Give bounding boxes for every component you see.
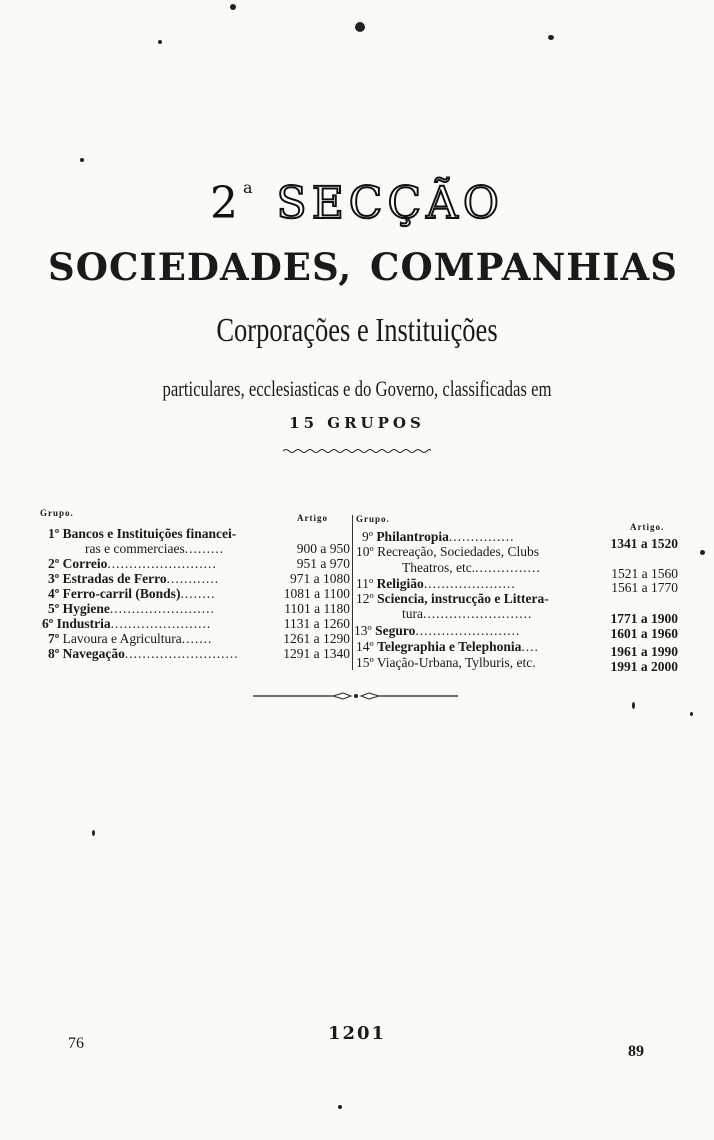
article-range: 1131 a 1260 — [283, 616, 350, 631]
group-number: 4º — [48, 586, 60, 601]
table-row — [48, 527, 236, 542]
left-header-article: Artigo — [297, 513, 328, 523]
group-number: 15º — [356, 655, 374, 670]
table-row — [356, 656, 536, 671]
left-header-group: Grupo. — [40, 508, 74, 518]
table-row: 8º Navegação.......................... — [48, 646, 239, 661]
group-name-cont: tura — [402, 606, 423, 621]
groups-label: 15 GRUPOS — [289, 414, 425, 432]
page-number-center: 1201 — [327, 1023, 387, 1044]
section-heading — [0, 178, 714, 229]
group-name: Recreação, Sociedades, Clubs — [377, 544, 540, 559]
description: particulares, ecclesiasticas e do Governo, classificadas em — [162, 376, 552, 401]
group-name: Navegação — [62, 646, 125, 661]
table-row: 3º Estradas de Ferro............ — [48, 571, 220, 586]
group-number: 13º — [354, 623, 372, 638]
group-number: 11º — [356, 576, 374, 591]
ornamental-divider — [253, 690, 458, 702]
table-row: tura......................... — [402, 606, 533, 621]
group-number: 8º — [48, 646, 60, 661]
article-range: 1291 a 1340 — [283, 646, 350, 661]
group-number: 5º — [48, 601, 60, 616]
group-name: Correio — [62, 556, 108, 571]
table-row: 7º Lavoura e Agricultura....... — [48, 631, 213, 646]
group-name: Lavoura e Agricultura — [62, 631, 182, 646]
subtitle: Corporações e Instituições — [216, 312, 498, 349]
article-range: 1961 a 1990 — [610, 644, 678, 659]
group-name: Hygiene — [62, 601, 110, 616]
group-name: Religião — [376, 576, 424, 591]
wavy-rule — [283, 447, 431, 455]
page-number-right: 89 — [628, 1043, 644, 1060]
article-range: 900 a 950 — [296, 541, 350, 556]
article-range: 1081 a 1100 — [283, 586, 350, 601]
group-number: 9º — [362, 529, 373, 544]
group-number: 12º — [356, 591, 374, 606]
main-title — [48, 245, 678, 289]
group-number: 7º — [48, 631, 60, 646]
article-range: 1991 a 2000 — [610, 659, 678, 674]
article-range: 1601 a 1960 — [610, 626, 678, 641]
group-name: Philantropia — [376, 529, 449, 544]
table-row: ras e commerciaes......... — [85, 541, 225, 556]
group-name: Seguro — [375, 623, 416, 638]
right-header-article: Artigo. — [630, 522, 665, 532]
section-word: SECÇÃO — [276, 178, 504, 229]
table-row — [356, 592, 549, 607]
right-header-group: Grupo. — [356, 514, 390, 524]
table-row: 2º Correio......................... — [48, 556, 217, 571]
article-range: 971 a 1080 — [290, 571, 350, 586]
article-range: 951 a 970 — [296, 556, 350, 571]
table-row: 4º Ferro-carril (Bonds)........ — [48, 586, 216, 601]
group-name: Ferro-carril (Bonds) — [62, 586, 181, 601]
table-row — [356, 545, 539, 560]
article-range: 1101 a 1180 — [284, 601, 350, 616]
table-row: 13º Seguro........................ — [354, 623, 521, 638]
table-row: 5º Hygiene........................ — [48, 601, 215, 616]
column-divider — [352, 515, 353, 670]
group-number: 6º — [42, 616, 54, 631]
main-title-left: SOCIEDADES, — [48, 245, 353, 289]
article-range: 1771 a 1900 — [610, 611, 678, 626]
article-range: 1341 a 1520 — [610, 536, 678, 551]
group-name: Sciencia, instrucção e Littera- — [377, 591, 549, 606]
page-number-left: 76 — [68, 1035, 84, 1052]
group-number: 2º — [48, 556, 60, 571]
group-name: Telegraphia e Telephonia — [377, 639, 522, 654]
group-name: Bancos e Instituições financei- — [62, 526, 237, 541]
group-name-cont: Theatros, etc. — [402, 560, 476, 575]
table-row: 6º Industria....................... — [42, 616, 212, 631]
table-row: 14º Telegraphia e Telephonia.... — [356, 639, 539, 654]
article-range: 1521 a 1560 — [611, 566, 678, 581]
group-number: 14º — [356, 639, 374, 654]
group-name: Industria — [56, 616, 111, 631]
section-superscript: a — [243, 178, 258, 197]
group-name: Estradas de Ferro — [62, 571, 167, 586]
article-range: 1261 a 1290 — [283, 631, 350, 646]
article-range: 1561 a 1770 — [611, 580, 678, 595]
group-number: 10º — [356, 544, 374, 559]
table-row: Theatros, etc................ — [402, 560, 541, 575]
group-name: Viação-Urbana, Tylburis, etc. — [376, 655, 536, 670]
main-title-right: COMPANHIAS — [370, 245, 678, 289]
section-number: 2 — [210, 178, 243, 229]
group-number: 3º — [48, 571, 60, 586]
group-number: 1º — [48, 526, 60, 541]
table-row: 9º Philantropia............... — [362, 529, 515, 544]
group-name-cont: ras e commerciaes — [85, 541, 185, 556]
table-row: 11º Religião..................... — [356, 576, 516, 591]
